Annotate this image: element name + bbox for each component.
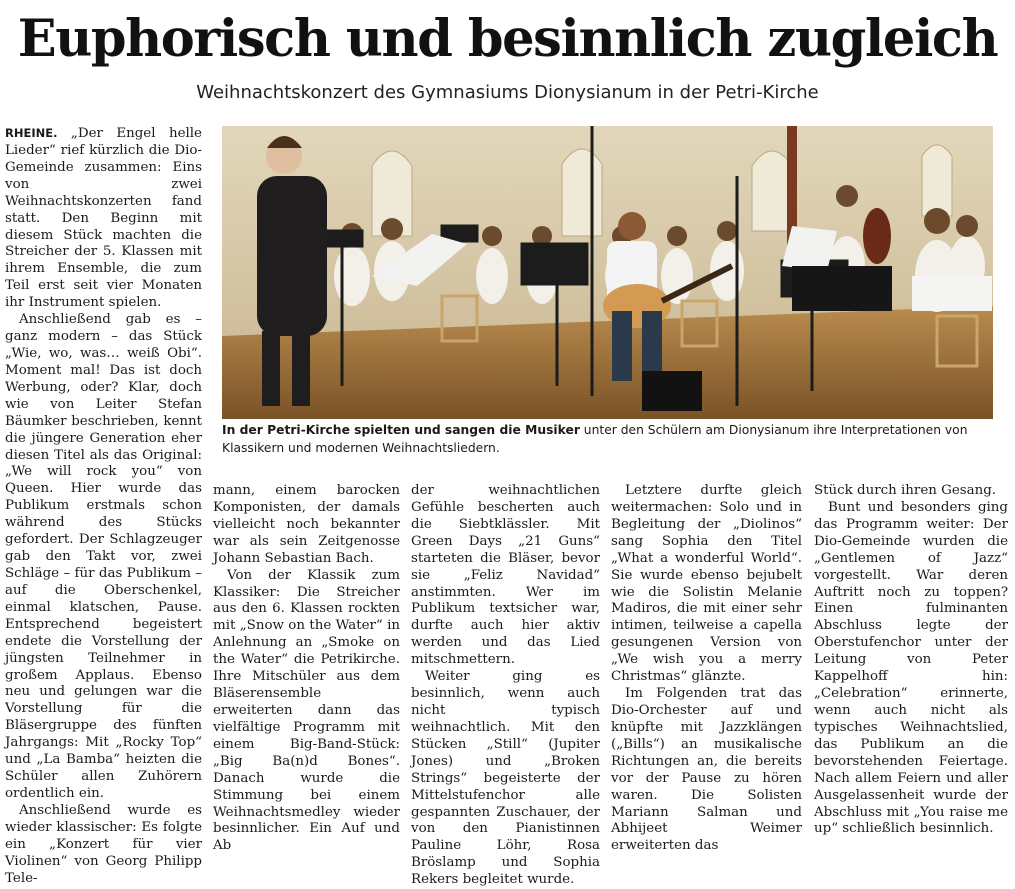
text-column-3 xyxy=(411,483,600,888)
text-column-1 xyxy=(5,125,202,886)
text-column-4 xyxy=(611,483,802,854)
paragraph: mann, einem barocken Komponisten, der damals vielleicht noch bekannter war als sein Zeitgenosse Johann Sebastian Bach. xyxy=(213,483,400,566)
paragraph: Anschließend wurde es wieder klassischer: Es folgte ein „Konzert für vier Violinen“ von Georg Philipp Tele- xyxy=(5,802,202,886)
paragraph: Weiter ging es besinnlich, wenn auch nicht typisch weihnachtlich. Mit den Stücken „Still“ (Jupiter Jones) und „Broken Strings“ begeisterte der Mittelstufenchor alle gespannten Zuschauer, der von den Pianistinnen Pauline Löhr, Rosa Bröslamp und Sophia Rekers begleitet wurde. xyxy=(411,669,600,888)
concert-photo xyxy=(222,126,993,419)
dateline: RHEINE. xyxy=(5,126,58,140)
paragraph: Von der Klassik zum Klassiker: Die Streicher aus den 6. Klassen rockten mit „Snow on the Water“ in Anlehnung an „Smoke on the Water“ die Petrikirche. Ihre Mitschüler aus dem Bläserensemble erweiterten dann das vielfältige Programm mit einem Big-Band-Stück: „Big Ba(n)d Bones“. Danach wurde die Stimmung bei einem Weihnachtsmedley wieder besinnlicher. Ein Auf und Ab xyxy=(213,567,400,854)
headline: Euphorisch und besinnlich zugleich xyxy=(17,9,998,69)
photo-caption: In der Petri-Kirche spielten und sangen die Musiker unter den Schülern am Dionysianum ihre Interpretationen von Klassikern und modernen Weihnachtsliedern. xyxy=(222,423,968,455)
caption-bold: In der Petri-Kirche spielten und sangen die Musiker xyxy=(222,423,580,437)
subheadline: Weihnachtskonzert des Gymnasiums Dionysianum in der Petri-Kirche xyxy=(196,82,819,103)
text-column-2 xyxy=(213,483,400,854)
paragraph: Bunt und besonders ging das Programm weiter: Der Dio-Gemeinde wurden die „Gentlemen of Jazz“ vorgestellt. War deren Auftritt noch zu toppen? Einen fulminanten Abschluss legte der Oberstufenchor unter der Leitung von Peter Kappelhoff hin: „Celebration“ erinnerte, wenn auch nicht als typisches Weihnachtslied, das Publikum an die bevorstehenden Feiertage. Nach allem Feiern und aller Ausgelassenheit wurde der Abschluss mit „You raise me up“ schließlich besinnlich. xyxy=(814,499,1008,837)
paragraph: Stück durch ihren Gesang. xyxy=(814,483,997,498)
paragraph: der weihnachtlichen Gefühle bescherten auch die Siebtklässler. Mit Green Days „21 Guns“ starteten die Bläser, bevor sie „Feliz Navidad“ anstimmten. Wer im Publikum textsicher war, durfte auch hier aktiv werden und das Lied mitschmettern. xyxy=(411,483,600,668)
text-column-5 xyxy=(814,483,1008,837)
paragraph: Im Folgenden trat das Dio-Orchester auf und knüpfte mit Jazzklängen („Bills“) an musikalische Richtungen an, die bereits vor der Pause zu hören waren. Die Solisten Mariann Salman und Abhijeet Weimer erweiterten das xyxy=(611,686,802,854)
paragraph: Letztere durfte gleich weitermachen: Solo und in Begleitung der „Diolinos“ sang Sophia den Titel „What a wonderful World“. Sie wurde ebenso bejubelt wie die Solistin Melanie Madiros, die mit einer sehr intimen, teilweise a capella gesungenen Version von „We wish you a merry Christmas“ glänzte. xyxy=(611,483,802,685)
paragraph: RHEINE. „Der Engel helle Lieder“ rief kürzlich die Dio-Gemeinde zusammen: Eins von zwei Weihnachtskonzerten fand statt. Den Beginn mit diesem Stück machten die Streicher der 5. Klassen mit ihrem Ensemble, die zum Teil erst seit vier Monaten ihr Instrument spielen. xyxy=(5,126,202,311)
paragraph: Anschließend gab es – ganz modern – das Stück „Wie, wo, was… weiß Obi“. Moment mal! Das ist doch Werbung, oder? Klar, doch wie von Leiter Stefan Bäumker beschrieben, kennt die jüngere Generation eher diesen Titel als das Original: „We will rock you“ von Queen. Hier wurde das Publikum erstmals schon während des Stücks gefordert. Der Schlagzeuger gab den Takt vor, zwei Schläge – für das Publikum – auf die Oberschenkel, einmal klatschen, Pause. Entsprechend begeistert endete die Vorstellung der jüngsten Teilnehmer in großem Applaus. Ebenso neu und gelungen war die Vorstellung für die Bläsergruppe des fünften Jahrgangs: Mit „Rocky Top“ und „La Bamba“ heizten die Schüler allen Zuhörern ordentlich ein. xyxy=(5,312,202,801)
